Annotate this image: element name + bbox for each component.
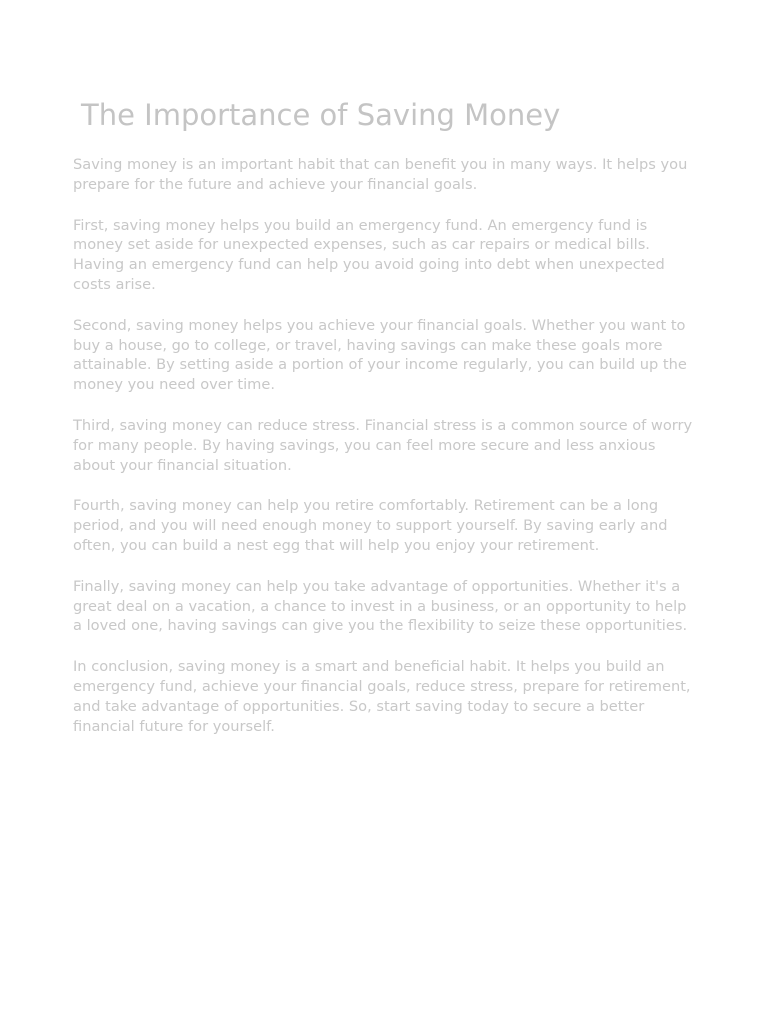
paragraph-emergency-fund: First, saving money helps you build an emergency fund. An emergency fund is money set aside for unexpected expenses, such as car repairs or medical bills. Having an emergency fund can help you avoid going into debt when unexpected costs arise. bbox=[73, 216, 665, 293]
document-body bbox=[73, 155, 698, 757]
paragraph-retirement: Fourth, saving money can help you retire comfortably. Retirement can be a long period, and you will need enough money to support yourself. By saving early and often, you can build a nest egg that will help you enjoy your retirement. bbox=[73, 497, 668, 554]
paragraph-reduce-stress: Third, saving money can reduce stress. Financial stress is a common source of worry for many people. By having savings, you can feel more secure and less anxious about your financial situation. bbox=[73, 416, 693, 474]
paragraph-opportunities: Finally, saving money can help you take advantage of opportunities. Whether it's a great deal on a vacation, a chance to invest in a business, or an opportunity to help a loved one, having savings can give you the flexibility to seize these opportunities. bbox=[73, 577, 688, 635]
document-title: The Importance of Saving Money bbox=[81, 98, 561, 132]
paragraph-financial-goals: Second, saving money helps you achieve your financial goals. Whether you want to buy a house, go to college, or travel, having savings can make these goals more attainable. By setting aside a portion of your income regularly, you can build up the money you need over time. bbox=[73, 316, 687, 394]
paragraph-intro: Saving money is an important habit that can benefit you in many ways. It helps you prepare for the future and achieve your financial goals. bbox=[73, 156, 688, 193]
paragraph-conclusion: In conclusion, saving money is a smart and beneficial habit. It helps you build an emergency fund, achieve your financial goals, reduce stress, prepare for retirement, and take advantage of opportunities. So, start saving today to secure a better financial future for yourself. bbox=[73, 658, 691, 735]
